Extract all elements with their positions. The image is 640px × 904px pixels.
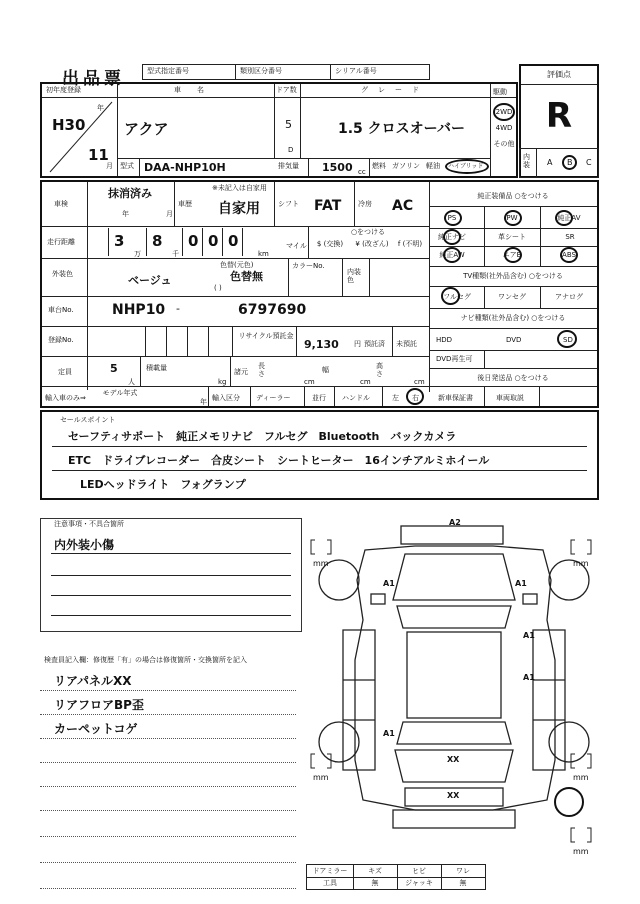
- drive-2wd: 2WD: [495, 108, 513, 116]
- equip-leather: 革シート: [498, 233, 526, 241]
- shaken-status: 抹消済み: [108, 187, 152, 200]
- equip-abs-circle: [560, 247, 578, 263]
- inspector-line-1: リアパネルXX: [54, 674, 132, 688]
- ruibetsu-label: 類別区分番号: [240, 67, 282, 75]
- grade-value: 1.5 クロスオーバー: [338, 121, 465, 137]
- handle-right: 右: [412, 394, 419, 402]
- equip-abs: ABS: [562, 251, 576, 259]
- chassis-dash: -: [176, 302, 180, 315]
- mm-spare: mm: [573, 847, 589, 856]
- color-no-label: カラーNo.: [292, 262, 325, 270]
- rear-apron: [393, 810, 515, 828]
- navi-sd: SD: [563, 336, 573, 344]
- equip-navi-circle: [443, 229, 461, 245]
- import-dealer: ディーラー: [256, 394, 291, 402]
- mark-front-left-fender: A1: [383, 579, 395, 588]
- dims-height-cm: cm: [414, 378, 425, 386]
- rear-mark-circle: [555, 788, 583, 816]
- interior-grade-box: [519, 148, 599, 178]
- drive-label: 駆動: [493, 88, 507, 96]
- notes-text: 内外装小傷: [54, 538, 115, 552]
- history-value: 自家用: [218, 201, 260, 217]
- mileage-circle-note: ○をつける: [350, 228, 386, 236]
- color-change-value: 色替無: [230, 270, 263, 283]
- doors-value: 5: [285, 118, 292, 131]
- displacement-label: 排気量: [278, 162, 299, 170]
- import-year-mark: 年: [200, 398, 207, 406]
- mileage-opt-tampered: ¥ (改ざん): [355, 240, 389, 248]
- recycle-label: リサイクル預託金: [238, 332, 294, 340]
- legend-table: [306, 864, 486, 890]
- fuel-hybrid: ハイブリッド: [448, 163, 484, 170]
- dims-width: 幅: [322, 366, 329, 374]
- rear-window: [397, 722, 511, 744]
- equip-pw-circle: [504, 210, 522, 226]
- interior-label: 内装: [523, 153, 530, 169]
- interior-b-circle: [562, 155, 577, 170]
- navi-sd-circle: [557, 330, 577, 348]
- import-model-year: モデル年式: [102, 389, 138, 397]
- drive-other: その他: [493, 140, 515, 148]
- history-note: ※未記入は自家用: [212, 184, 267, 192]
- equip-ps-circle: [444, 210, 462, 226]
- evaluation-label: 評価点: [547, 70, 571, 79]
- drive-4wd: 4WD: [495, 124, 513, 132]
- evaluation-score: R: [545, 96, 573, 136]
- mileage-digit-5: 0: [228, 232, 239, 250]
- doors-suffix: D: [288, 146, 294, 154]
- import-type-label: 輸入区分: [212, 394, 240, 402]
- legend-tools-value: 無: [371, 879, 379, 887]
- color-label: 外装色: [52, 270, 73, 278]
- tv-fullseg: フルセグ: [443, 293, 471, 301]
- equip-aw: 純正AW: [439, 251, 465, 259]
- doors-label: ドア数: [276, 86, 297, 94]
- grade-label: グレード: [361, 86, 429, 94]
- equip-navi: 純正ナビ: [438, 233, 466, 241]
- year-mark: 年: [97, 104, 104, 112]
- mm-front-right: mm: [573, 559, 589, 568]
- color-change-label: 色替(元色): [220, 261, 254, 269]
- mileage-opt-unknown: f (不明): [397, 240, 423, 248]
- handle-right-circle: [406, 388, 424, 405]
- vehicle-name: アクア: [124, 120, 169, 138]
- navi-hdd: HDD: [436, 336, 453, 344]
- tv-fullseg-circle: [441, 287, 460, 305]
- dims-width-cm: cm: [360, 378, 371, 386]
- mileage-km: km: [258, 250, 269, 258]
- color-change-paren: ( ): [214, 284, 222, 292]
- vehicle-name-label: 車名: [174, 86, 220, 94]
- interior-color-label: 内装色: [347, 268, 361, 284]
- cc-unit: cc: [358, 168, 366, 176]
- first-reg-era-year: H30: [52, 116, 86, 134]
- recycle-deposited: 預託済: [364, 340, 385, 348]
- mark-right-door-front: A1: [523, 631, 535, 640]
- mm-rear-right: mm: [573, 773, 589, 782]
- model-value: DAA-NHP10H: [144, 161, 226, 174]
- mark-rear-bumper: XX: [447, 791, 460, 800]
- legend-jack: ジャッキ: [405, 879, 433, 887]
- recycle-amount: 9,130: [304, 338, 339, 351]
- mileage-sen: 千: [172, 250, 179, 258]
- equip-pw: PW: [506, 214, 518, 222]
- shift-value: FAT: [314, 198, 342, 214]
- serial-box: [330, 64, 430, 80]
- fuel-diesel: 軽油: [426, 162, 440, 170]
- shaken-month-mark: 月: [166, 210, 173, 218]
- fuel-gasoline: ガソリン: [392, 162, 420, 170]
- model-label: 型式: [120, 162, 134, 170]
- sales-points-section: [40, 410, 599, 500]
- inspector-label: 検査員記入欄：修復歴「有」の場合は修復箇所・交換箇所を記入: [44, 656, 247, 664]
- interior-a: A: [547, 158, 553, 167]
- details-section: [40, 180, 599, 408]
- dims-height: 高さ: [376, 362, 383, 378]
- later-title: 後日発送品 ○をつける: [477, 374, 549, 382]
- mark-right-door-rear: A1: [523, 673, 535, 682]
- mileage-mile: マイル: [286, 242, 307, 250]
- chassis-number: 6797690: [238, 302, 307, 318]
- handle-left: 左: [392, 394, 399, 402]
- equip-airbag-circle: [504, 247, 522, 263]
- equip-ps: PS: [447, 214, 457, 222]
- left-side-panel: [343, 630, 375, 770]
- mark-trunk: XX: [447, 755, 460, 764]
- equip-av-circle: [555, 210, 573, 226]
- tv-analog: アナログ: [555, 293, 583, 301]
- navi-dvd: DVD: [506, 336, 522, 344]
- legend-tools: 工具: [323, 879, 337, 887]
- interior-c: C: [586, 158, 592, 167]
- navi-title: ナビ種類(社外品含む) ○をつける: [460, 314, 566, 322]
- later-manual: 車両取説: [496, 394, 524, 402]
- inspector-line-2: リアフロアBP歪: [54, 698, 144, 712]
- displacement-value: 1500: [322, 161, 353, 174]
- serial-label: シリアル番号: [335, 67, 377, 75]
- reg-no-label: 登録No.: [48, 336, 74, 344]
- mm-rear-left: mm: [313, 773, 329, 782]
- shaken-year-mark: 年: [122, 210, 129, 218]
- mileage-digit-2: 8: [152, 232, 163, 250]
- shift-label: シフト: [278, 200, 299, 208]
- basic-info-section: [40, 82, 518, 178]
- mileage-digit-4: 0: [208, 232, 219, 250]
- ruibetsu-box: [235, 64, 331, 80]
- load-label: 積載量: [146, 364, 167, 372]
- mileage-label: 走行距離: [47, 238, 75, 246]
- mileage-man: 万: [134, 250, 141, 258]
- recycle-unit: 円: [354, 340, 361, 348]
- drive-2wd-circle: [493, 103, 515, 121]
- equip-av: 純正AV: [557, 214, 581, 222]
- tv-oneseg: ワンセグ: [498, 293, 526, 301]
- mark-front-right-fender: A1: [515, 579, 527, 588]
- mileage-opt-exchange: $ (交換): [316, 240, 344, 248]
- genuine-title: 純正装備品 ○をつける: [477, 192, 549, 200]
- first-reg-month: 11: [88, 146, 109, 164]
- mileage-digit-1: 3: [114, 232, 125, 250]
- tv-title: TV種類(社外品含む) ○をつける: [463, 272, 563, 280]
- right-side-panel: [533, 630, 565, 770]
- car-damage-diagram: [305, 510, 605, 865]
- dims-length: 長さ: [258, 362, 265, 378]
- color-value: ベージュ: [128, 274, 172, 287]
- sales-point-line-2: ETC ドライブレコーダー 合皮シート シートヒーター 16インチアルミホイール: [68, 454, 490, 467]
- mark-front-bumper: A2: [449, 518, 461, 527]
- equip-aw-circle: [443, 247, 461, 263]
- capacity-label: 定員: [58, 368, 72, 376]
- import-label: 輸入車のみ⇒: [45, 394, 86, 402]
- sheet-title: 出品票: [62, 69, 125, 89]
- month-mark: 月: [106, 162, 113, 170]
- sales-points-label: セールスポイント: [60, 416, 116, 424]
- wheel-rear-left: [319, 722, 359, 762]
- later-warranty: 新車保証書: [438, 394, 473, 402]
- capacity-unit: 人: [128, 378, 135, 386]
- legend-scratch: キズ: [368, 867, 382, 875]
- roof: [407, 632, 501, 718]
- legend-break: ワレ: [456, 867, 470, 875]
- first-reg-label: 初年度登録: [46, 86, 81, 94]
- notes-box: [40, 518, 302, 632]
- equip-sr: SR: [565, 233, 575, 241]
- recycle-not-deposited: 未預託: [396, 340, 417, 348]
- aircon-value: AC: [392, 198, 414, 214]
- windshield: [397, 606, 511, 628]
- dvd-playback: DVD再生可: [436, 355, 473, 363]
- inspector-line-3: カーペットコゲ: [54, 722, 138, 736]
- fuel-hybrid-circle: [445, 159, 489, 174]
- hood: [393, 554, 515, 600]
- dims-length-cm: cm: [304, 378, 315, 386]
- legend-jack-value: 無: [459, 879, 467, 887]
- dims-label: 諸元: [234, 368, 248, 376]
- history-label: 車歴: [178, 200, 192, 208]
- mileage-digit-3: 0: [188, 232, 199, 250]
- sales-point-line-3: LEDヘッドライト フォグランプ: [80, 478, 246, 491]
- legend-crack: ヒビ: [412, 867, 426, 875]
- aircon-label: 冷房: [358, 200, 372, 208]
- shaken-label: 車検: [54, 200, 68, 208]
- katashiki-box: [142, 64, 236, 80]
- fuel-label: 燃料: [372, 162, 386, 170]
- equip-airbag: エアB: [502, 251, 522, 259]
- import-parallel: 並行: [312, 394, 326, 402]
- load-kg: kg: [218, 378, 227, 386]
- mm-front-left: mm: [313, 559, 329, 568]
- front-bumper: [401, 526, 503, 544]
- katashiki-label: 型式指定番号: [147, 67, 189, 75]
- chassis-label: 車台No.: [48, 306, 74, 314]
- notes-label: 注意事項・不具合箇所: [54, 520, 124, 528]
- capacity-value: 5: [110, 362, 118, 375]
- sales-point-line-1: セーフティサポート 純正メモリナビ フルセグ Bluetooth バックカメラ: [68, 430, 457, 443]
- chassis-model: NHP10: [112, 302, 166, 318]
- mark-left-rear-fender: A1: [383, 729, 395, 738]
- handle-label: ハンドル: [342, 394, 370, 402]
- interior-b: B: [567, 158, 573, 167]
- legend-mirror: ドアミラー: [312, 867, 348, 875]
